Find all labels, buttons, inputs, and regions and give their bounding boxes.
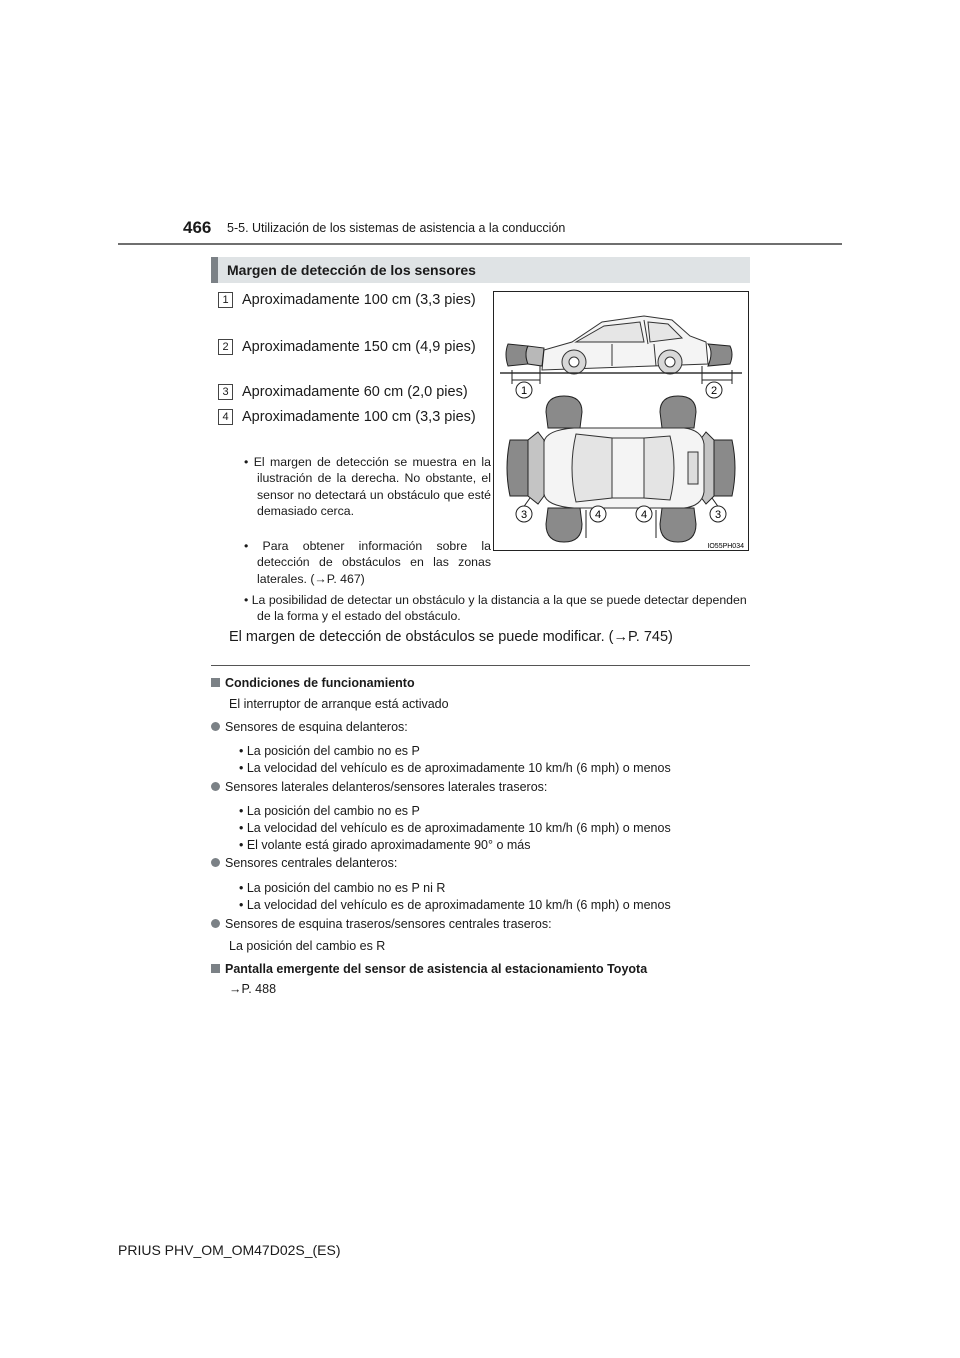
numbered-item-text: Aproximadamente 60 cm (2,0 pies) [242,384,468,400]
condition-group-title-text: Sensores de esquina delanteros: [225,720,408,734]
numbered-item-text: Aproximadamente 150 cm (4,9 pies) [242,339,476,355]
header-divider [118,243,842,245]
detection-range-note: El margen de detección de obstáculos se puede modificar. (→P. 745) [229,629,673,645]
condition-item: • La velocidad del vehículo es de aproximadamente 10 km/h (6 mph) o menos [239,898,671,912]
dot-bullet-icon [211,782,220,791]
section-title: 5-5. Utilización de los sistemas de asistencia a la conducción [227,221,566,235]
note-item: • El margen de detección se muestra en la ilustración de la derecha. No obstante, el sensor no detectará un obstáculo que esté demasiado cerca. [244,455,491,518]
callout-label: 3 [714,509,722,521]
page-reference-link[interactable]: →P. 488 [229,982,277,996]
condition-group-title [211,856,397,870]
popup-heading [211,962,647,976]
note-item: • Para obtener información sobre la detección de obstáculos en las zonas laterales. (→P. 467) [244,539,491,586]
condition-group-title [211,917,552,931]
sensor-diagram [494,292,748,550]
condition-item: • La posición del cambio no es P [239,744,420,758]
dot-bullet-icon [211,919,220,928]
condition-group-title [211,780,547,794]
callout-label: 3 [520,509,528,521]
square-bullet-icon [211,678,220,687]
popup-heading-text: Pantalla emergente del sensor de asistencia al estacionamiento Toyota [225,962,648,976]
numbered-item-text: Aproximadamente 100 cm (3,3 pies) [242,292,476,308]
callout-label: 4 [640,509,648,521]
numbered-item [218,289,480,311]
page-number: 466 [183,218,212,237]
rear-sensor-zone [708,344,732,366]
conditions-intro: El interruptor de arranque está activado [229,697,449,711]
numbered-item [218,406,480,428]
condition-item: • La posición del cambio no es P ni R [239,881,446,895]
footer-doc-code: PRIUS PHV_OM_OM47D02S_(ES) [118,1242,341,1258]
content-divider [211,665,750,666]
number-badge: 3 [218,384,233,400]
condition-item: • La posición del cambio no es P [239,804,420,818]
numbered-item [218,336,480,358]
numbered-item [218,381,480,403]
dot-bullet-icon [211,722,220,731]
condition-group-title-text: Sensores de esquina traseros/sensores centrales traseros: [225,917,552,931]
condition-text: La posición del cambio es R [229,939,386,953]
section-heading: Margen de detección de los sensores [227,262,476,278]
front-sensor-zone [526,346,544,366]
section-heading-box [211,257,750,283]
callout-label: 2 [710,385,718,397]
note-item: • La posibilidad de detectar un obstáculo y la distancia a la que se puede detectar dependen de la forma y el estado del obstáculo. [244,593,747,624]
condition-group-title-text: Sensores centrales delanteros: [225,856,398,870]
condition-item: • El volante está girado aproximadamente 90° o más [239,838,531,852]
dot-bullet-icon [211,858,220,867]
car-side-view [542,316,708,374]
front-sensor-zone [506,344,528,366]
callout-label: 1 [520,385,528,397]
condition-group-title-text: Sensores laterales delanteros/sensores laterales traseros: [225,780,548,794]
figure-code: IO55PH034 [707,543,744,550]
conditions-heading [211,676,415,690]
conditions-heading-text: Condiciones de funcionamiento [225,676,415,690]
number-badge: 1 [218,292,233,308]
condition-group-title [211,720,408,734]
number-badge: 4 [218,409,233,425]
condition-item: • La velocidad del vehículo es de aproximadamente 10 km/h (6 mph) o menos [239,761,671,775]
numbered-item-text: Aproximadamente 100 cm (3,3 pies) [242,409,476,425]
car-top-view [544,428,704,508]
sensor-range-illustration [493,291,749,551]
callout-label: 4 [594,509,602,521]
number-badge: 2 [218,339,233,355]
condition-item: • La velocidad del vehículo es de aproximadamente 10 km/h (6 mph) o menos [239,821,671,835]
square-bullet-icon [211,964,220,973]
